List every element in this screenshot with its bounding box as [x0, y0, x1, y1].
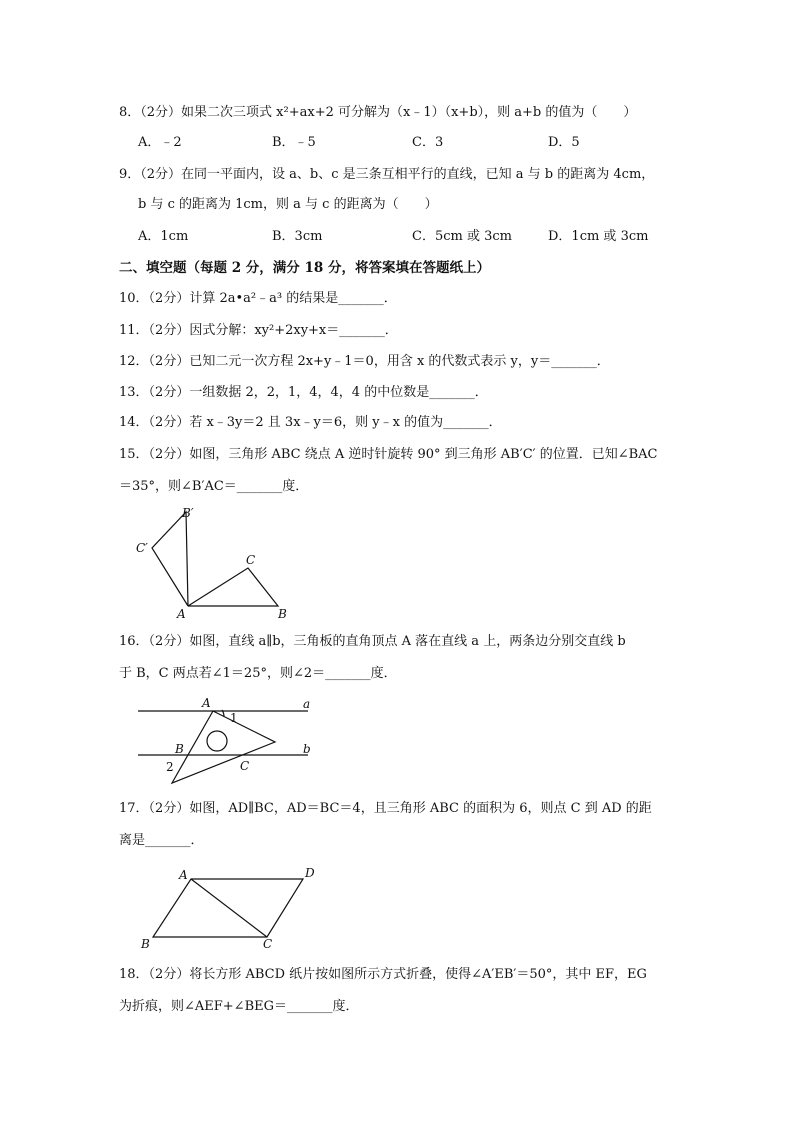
question-17-line-1: 17．（2分）如图，AD∥BC，AD＝BC＝4，且三角形 ABC 的面积为 6，则点 C 到 AD 的距	[119, 801, 652, 816]
label-line-b: b	[303, 742, 311, 756]
question-18-line-1: 18．（2分）将长方形 ABCD 纸片按如图所示方式折叠，使得∠A′EB′＝50°，其中 EF，EG	[119, 967, 647, 982]
label-a: A	[179, 868, 188, 882]
label-b: B	[278, 607, 287, 621]
label-angle-1: 1	[230, 711, 238, 725]
section-2-heading: 二、填空题（每题 2 分，满分 18 分，将答案填在答题纸上）	[119, 260, 490, 276]
question-11-text: 11．（2分）因式分解：xy²+2xy+x＝_______．	[119, 323, 398, 338]
label-angle-2: 2	[166, 760, 174, 774]
label-d: D	[305, 866, 315, 880]
q8-option-d: D．5	[548, 135, 580, 150]
question-18-line-2: 为折痕，则∠AEF+∠BEG＝_______度．	[119, 999, 359, 1014]
question-13-text: 13．（2分）一组数据 2，2，1，4，4，4 的中位数是_______．	[119, 385, 488, 400]
label-c: C	[263, 937, 273, 951]
q9-option-d: D．1cm 或 3cm	[548, 229, 649, 244]
question-16-line-1: 16．（2分）如图，直线 a∥b，三角板的直角顶点 A 落在直线 a 上，两条边分别交直线 b	[119, 634, 626, 649]
q9-option-b: B．3cm	[272, 229, 323, 244]
label-point-a: A	[202, 696, 211, 710]
parallelogram-abcd	[153, 879, 303, 937]
question-10-text: 10．（2分）计算 2a•a²﹣a³ 的结果是_______．	[119, 291, 397, 306]
question-12-text: 12．（2分）已知二元一次方程 2x+y﹣1＝0，用含 x 的代数式表示 y，y＝_______．	[119, 354, 610, 369]
label-b-prime: B′	[182, 506, 194, 520]
q17-parallelogram-figure	[135, 862, 325, 952]
q8-option-c: C．3	[412, 135, 444, 150]
question-15-line-2: ＝35°，则∠B′AC＝_______度．	[119, 479, 309, 494]
q8-option-a: A．﹣2	[138, 135, 182, 150]
label-a: A	[177, 607, 186, 621]
question-9-line-2: b 与 c 的距离为 1cm，则 a 与 c 的距离为（ ）	[138, 197, 438, 212]
q9-option-a: A．1cm	[138, 229, 189, 244]
triangle-abc	[188, 568, 278, 606]
q16-parallel-lines-figure	[130, 693, 330, 788]
question-17-line-2: 离是_______．	[119, 833, 204, 848]
triangle-ab-prime-c-prime	[152, 512, 188, 606]
question-8-text: 8．（2分）如果二次三项式 x²+ax+2 可分解为（x﹣1）（x+b），则 a+b 的值为（ ）	[119, 105, 637, 120]
label-b: B	[141, 937, 150, 951]
triangle-ruler	[172, 711, 275, 783]
question-14-text: 14．（2分）若 x﹣3y＝2 且 3x﹣y＝6，则 y﹣x 的值为_______．	[119, 415, 502, 430]
label-point-b: B	[175, 742, 184, 756]
q15-rotation-figure	[130, 500, 310, 625]
label-c-prime: C′	[136, 541, 148, 555]
question-16-line-2: 于 B，C 两点若∠1＝25°，则∠2＝_______度．	[119, 666, 397, 681]
q9-option-c: C．5cm 或 3cm	[412, 229, 512, 244]
label-c: C	[246, 553, 256, 567]
diagonal-ac	[191, 879, 267, 937]
question-9-line-1: 9．（2分）在同一平面内，设 a、b、c 是三条互相平行的直线，已知 a 与 b 的距离为 4cm，	[119, 167, 655, 182]
question-15-line-1: 15．（2分）如图，三角形 ABC 绕点 A 逆时针旋转 90° 到三角形 AB′C′ 的位置．已知∠BAC	[119, 447, 658, 462]
label-line-a: a	[303, 697, 311, 711]
label-point-c: C	[240, 759, 250, 773]
q8-option-b: B．﹣5	[272, 135, 316, 150]
ruler-hole	[207, 731, 227, 751]
